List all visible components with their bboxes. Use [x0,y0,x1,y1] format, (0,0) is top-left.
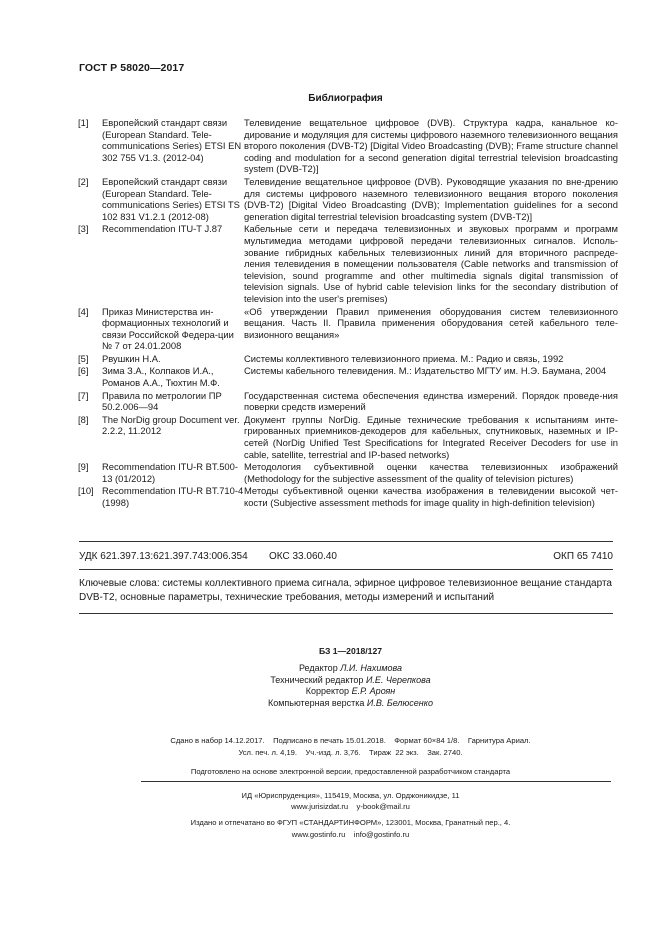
bibliography-item-source: Европейский стандарт связи (European Standard. Tele-communications Series) ETSI EN 302 755 V1.3. (2012-04) [102,117,242,163]
printer-line2: www.gostinfo.ru info@gostinfo.ru [291,830,410,839]
bibliography-item [78,306,618,352]
tech-editor-line: Технический редактор И.Е. Черепкова [270,674,431,685]
bibliography-item [78,485,618,508]
bibliography-item-source: Зима З.А., Колпаков И.А., Романов А.А., Тюхтин М.Ф. [102,365,220,389]
oks-code: ОКС 33.060.40 [269,551,337,562]
bibliography-item-number: [3] [78,223,89,235]
bibliography-item-number: [1] [78,117,89,128]
prepared-note: Подготовлено на основе электронной версии, предоставленной разработчиком стандарта [190,767,511,776]
bibliography-item-description: Системы коллективного телевизионного приема. М.: Радио и связь, 1992 [244,352,564,364]
bibliography-item-number: [7] [78,389,89,401]
divider-imprint [141,781,611,782]
bibliography-item-description: Кабельные сети и передача телевизионных и звуковых программ и программ мультимедиа методами цифровой передачи телевизионных сигналов. Исполь-зование гибридных кабельных телевизионных линий для вторичного распреде-ления телевидения в помещении пользователя (Cable networks and transmission of television, sound programme and other multimedia signals digital transmission of television signals. Use of hybrid cable television links for the secondary distribution of television into the user's premises) [244,223,618,304]
publisher-line2: www.jurisizdat.ru y-book@mail.ru [291,802,410,811]
bibliography-item-source: Recommendation ITU-R BT.500-13 (01/2012) [102,461,238,484]
printer-line1: Издано и отпечатано во ФГУП «СТАНДАРТИНФОРМ», 123001, Москва, Гранатный пер., 4. [190,818,511,827]
bibliography-list [78,117,618,510]
divider-bottom [79,613,613,614]
bibliography-item [78,390,618,413]
layout-line: Компьютерная верстка И.В. Белюсенко [268,697,433,708]
divider-top [79,541,613,542]
bibliography-item-source: Правила по метрологии ПР 50.2.006—94 [102,389,222,413]
bibliography-item-number: [6] [78,365,89,377]
bibliography-item-number: [8] [78,413,89,425]
bibliography-item-number: [4] [78,305,89,317]
bibliography-item-source: Приказ Министерства ин-формационных технологий и связи Российской Федера-ции № 7 от 24.01.2008 [102,305,234,352]
bibliography-item [78,223,618,304]
bibliography-item-description: Методология субъективной оценки качества телевизионных изображений (Methodology for the subjective assessment of the quality of television pictures) [244,461,618,484]
bibliography-item-number: [9] [78,461,89,473]
bibliography-item [78,353,618,365]
bibliography-item-description: Системы кабельного телевидения. М.: Издательство МГТУ им. Н.Э. Баумана, 2004 [244,365,607,377]
bibliography-item-description: Телевидение вещательное цифровое (DVB). Структура кадра, канальное ко-дирование и модуляция для системы цифрового наземного телевизионного вещания второго поколения (DVB-T2) [Digital Video Broadcasting (DVB); Frame structure channel coding and modulation for a second generation digital terrestrial television broadcasting system (DVB-T2)] [244,117,618,175]
bibliography-item-description: Методы субъективной оценки качества изображения в телевидении высокой чет-кости (Subjective assessment methods for image quality in high-definition television) [244,485,618,508]
publisher-line1: ИД «Юриспруденция», 115419, Москва, ул. Орджоникидзе, 11 [241,791,460,800]
print-info-line1: Сдано в набор 14.12.2017. Подписано в печать 15.01.2018. Формат 60×84 1/8. Гарнитура Ариал. [170,736,531,745]
bibliography-item-source: Европейский стандарт связи (European Standard. Tele-communications Series) ETSI TS 102 831 V1.2.1 (2012-08) [102,175,240,222]
bibliography-item-number: [5] [78,352,89,364]
bibliography-item [78,176,618,222]
bibliography-item-source: Recommendation ITU-R BT.710-4 (1998) [102,485,244,508]
corrector-line: Корректор Е.Р. Ароян [305,686,396,697]
bibliography-title: Библиография [308,93,383,104]
bibliography-item-source: Recommendation ITU-T J.87 [102,223,223,235]
bibliography-item-number: [10] [78,485,94,497]
print-info-line2: Усл. печ. л. 4,19. Уч.-изд. л. 3,76. Тираж 22 экз. Зак. 2740. [238,748,463,757]
bibliography-item [78,414,618,460]
bibliography-item [78,117,618,175]
document-header: ГОСТ Р 58020—2017 [79,62,185,74]
bibliography-item-source: Рвушкин Н.А. [102,352,161,364]
bibliography-item-number: [2] [78,175,89,187]
editor-line: Редактор Л.И. Нахимова [298,663,403,673]
okp-code: ОКП 65 7410 [553,551,613,562]
bibliography-item-description: Документ группы NorDig. Единые технические требования к испытаниям инте-грированных приемников-декодеров для кабельных, спутниковых, наземных и IP-сетей (NorDig Unified Test Specifications for Integrated Receiver Decoders for use in cable, satellite, terrestrial and IP-based networks) [244,413,618,460]
bibliography-item-description: «Об утверждении Правил применения оборудования систем телевизионного вещания. Часть II. Правила применения оборудования сетей кабельного теле-визионного вещания» [244,305,618,340]
bibliography-item-source: The NorDig group Document ver. 2.2.2, 11.2012 [102,413,240,437]
bibliography-item [78,461,618,484]
bibliography-item-description: Государственная система обеспечения единства измерений. Порядок проведе-ния поверки средств измерений [244,389,618,413]
bz-number: БЗ 1—2018/127 [318,646,383,656]
bibliography-item-description: Телевидение вещательное цифровое (DVB). Руководящие указания по вне-дрению для системы цифрового наземного телевизионного вещания второго поколения (DVB-T2) [Digital Video Broadcasting (DVB); Implementation guidelines for a second generation digital terrestrial television broadcasting system (DVB-T2)] [244,175,618,222]
divider-middle [79,569,613,570]
staff-credits [0,663,661,709]
keywords: Ключевые слова: системы коллективного приема сигнала, эфирное цифровое телевизионное вещание стандарта DVB-T2, основные параметры, технические требования, методы измерений и испытаний [79,578,612,603]
bibliography-item [78,365,618,388]
udk-code: УДК 621.397.13:621.397.743:006.354 [79,551,248,562]
